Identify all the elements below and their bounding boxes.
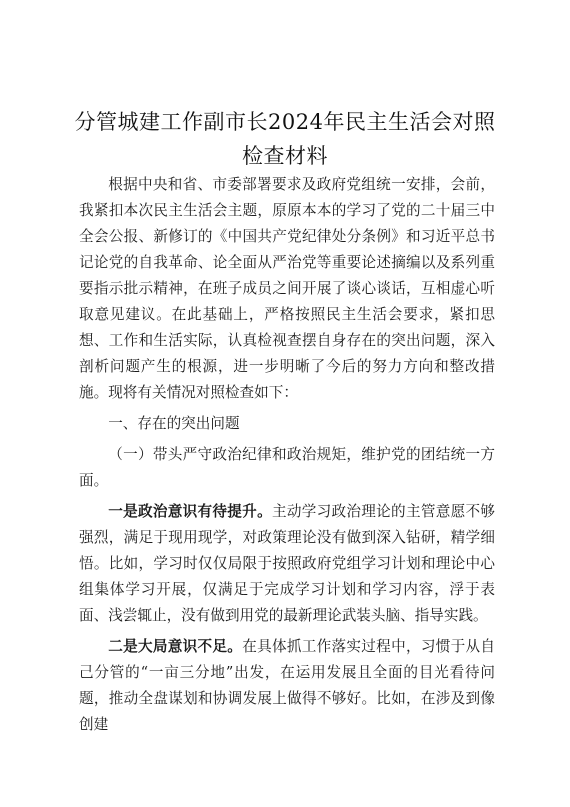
item-1-text: 主动学习政治理论的主管意愿不够强烈，满足于现用现学，对政策理论没有做到深入钻研，精学细悟。比如，学习时仅仅局限于按照政府党组学习计划和理论中心组集体学习开展，仅满足于完成学习计划和学习内容，浮于表面、浅尝辄止，没有做到用党的最新理论武装头脑、指导实践。 xyxy=(79,503,495,624)
subsection-heading: （一）带头严守政治纪律和政治规矩，维护党的团结统一方面。 xyxy=(79,446,495,489)
intro-paragraph: 根据中央和省、市委部署要求及政府党组统一安排，会前，我紧扣本次民主生活会主题，原原本本的学习了党的二十届三中全会公报、新修订的《中国共产党纪律处分条例》和习近平总书记论党的自我革命、论全面从严治党等重要论述摘编以及系列重要指示批示精神，在班子成员之间开展了谈心谈话，互相虚心听取意见建议。在此基础上，严格按照民主生活会要求，紧扣思想、工作和生活实际，认真检视查摆自身存在的突出问题，深入剖析问题产生的根源，进一步明晰了今后的努力方向和整改措施。现将有关情况对照检查如下： xyxy=(79,176,495,401)
item-paragraph-2 xyxy=(79,634,495,738)
document-title xyxy=(60,105,510,173)
item-2-lead: 二是大局意识不足。 xyxy=(108,638,243,655)
item-paragraph-1 xyxy=(79,499,495,629)
title-line-2: 检查材料 xyxy=(242,144,328,168)
document-body xyxy=(79,172,495,738)
title-line-1: 分管城建工作副市长2024年民主生活会对照 xyxy=(74,110,496,134)
item-2-text: 在具体抓工作落实过程中，习惯于从自己分管的“一亩三分地”出发，在运用发展且全面的目光看待问题，推动全盘谋划和协调发展上做得不够好。比如，在涉及到像创建 xyxy=(79,638,495,733)
section-heading: 一、存在的突出问题 xyxy=(108,415,240,432)
item-1-lead: 一是政治意识有待提升。 xyxy=(108,503,272,520)
